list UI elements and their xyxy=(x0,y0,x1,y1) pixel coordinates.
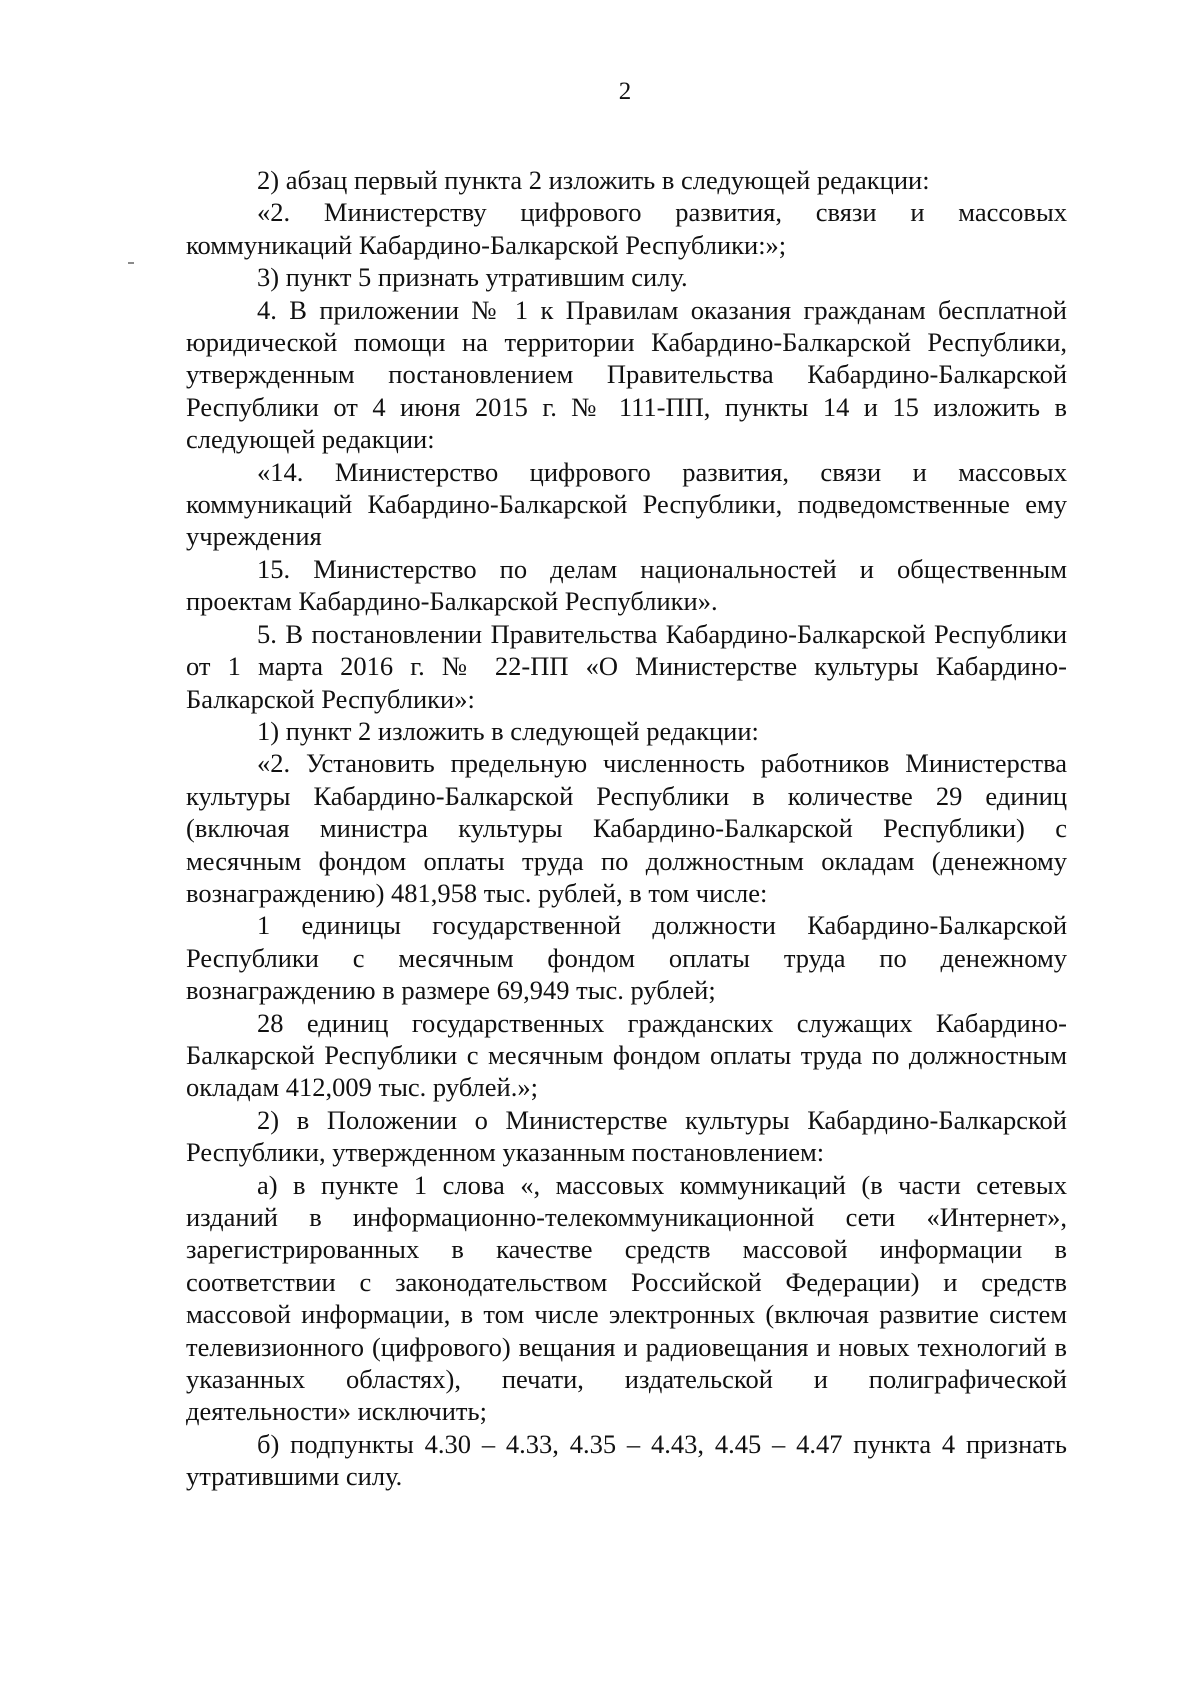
paragraph-quote-staff-limit: «2. Установить предельную численность работников Министерства культуры Кабардино-Балкарской Республики в количестве 29 единиц (включая министра культуры Кабардино-Балкарской Республики) с месячным фондом оплаты труда по должностным окладам (денежному вознаграждению) 481,958 тыс. рублей, в том числе: xyxy=(186,748,1067,908)
paragraph-sub-b: б) подпункты 4.30 – 4.33, 4.35 – 4.43, 4.45 – 4.47 пункта 4 признать утратившими силу. xyxy=(186,1428,1067,1492)
paragraph-sub-1: 1) пункт 2 изложить в следующей редакции: xyxy=(257,715,759,746)
paragraph-state-position: 1 единицы государственной должности Кабардино-Балкарской Республики с месячным фондом оплаты труда по денежному вознаграждению в размере 69,949 тыс. рублей; xyxy=(186,910,1067,1006)
paragraph-item-15: 15. Министерство по делам национальностей и общественным проектам Кабардино-Балкарской Республики». xyxy=(186,553,1067,617)
paragraph-quote-item-14: «14. Министерство цифрового развития, связи и массовых коммуникаций Кабардино-Балкарской Республики, подведомственные ему учреждения xyxy=(186,456,1067,552)
paragraph-amend-item-2: 2) абзац первый пункта 2 изложить в следующей редакции: xyxy=(257,165,930,195)
paragraph-item-5-void: 3) пункт 5 признать утратившим силу. xyxy=(257,262,688,293)
paragraph-sub-a: а) в пункте 1 слова «, массовых коммуникаций (в части сетевых изданий в информационно-телекоммуникационной сети «Интернет», зарегистрированных в качестве средств массовой информации в соответствии с законодательством Российской Федерации) и средств массовой информации, в том числе электронных (включая развитие систем телевизионного (цифрового) вещания и радиовещания и новых технологий в указанных областях), печати, издательской и полиграфической деятельности» исключить; xyxy=(186,1169,1067,1427)
paragraph-section-4: 4. В приложении № 1 к Правилам оказания гражданам бесплатной юридической помощи на территории Кабардино-Балкарской Республики, утвержденным постановлением Правительства Кабардино-Балкарской Республики от 4 июня 2015 г. № 111-ПП, пункты 14 и 15 изложить в следующей редакции: xyxy=(186,294,1067,455)
document-body xyxy=(186,164,1067,1493)
scan-artifact xyxy=(128,262,134,264)
page-number: 2 xyxy=(618,78,632,105)
paragraph-section-5: 5. В постановлении Правительства Кабардино-Балкарской Республики от 1 марта 2016 г. № 22-ПП «О Министерстве культуры Кабардино-Балкарской Республики»: xyxy=(186,618,1067,714)
paragraph-civil-servants: 28 единиц государственных гражданских служащих Кабардино-Балкарской Республики с месячным фондом оплаты труда по должностным окладам 412,009 тыс. рублей.»; xyxy=(186,1007,1067,1103)
paragraph-quote-item-2: «2. Министерству цифрового развития, связи и массовых коммуникаций Кабардино-Балкарской Республики:»; xyxy=(186,197,1067,260)
paragraph-sub-2: 2) в Положении о Министерстве культуры Кабардино-Балкарской Республики, утвержденном указанным постановлением: xyxy=(186,1104,1067,1168)
